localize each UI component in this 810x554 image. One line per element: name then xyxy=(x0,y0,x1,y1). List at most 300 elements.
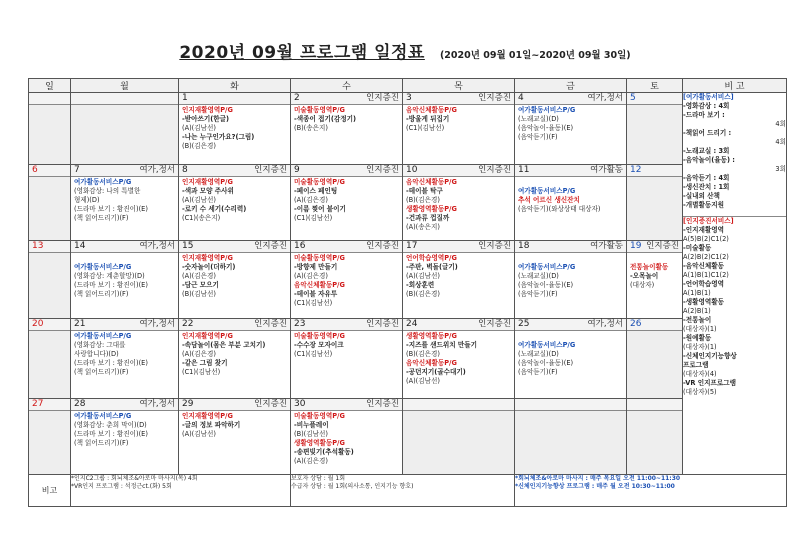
day-cell-tue xyxy=(179,399,291,475)
day-label: 여가,정서 xyxy=(139,319,175,329)
day-number: 20 xyxy=(32,319,44,329)
program-line: -글의 정보 파악하기 xyxy=(182,421,241,429)
day-cell-sat xyxy=(627,319,683,399)
program-line: (B)(김은경) xyxy=(406,350,440,358)
day-number: 3 xyxy=(406,93,412,103)
day-content xyxy=(291,105,402,134)
week-row xyxy=(29,165,787,241)
program-line: 추석 어르신 생신잔치 xyxy=(518,196,580,204)
program-line: 인지재활영역P/G xyxy=(182,412,233,420)
program-line: 생활영역활동P/G xyxy=(294,439,345,447)
day-cell-fri xyxy=(515,399,627,475)
day-cell-sun xyxy=(29,93,71,165)
day-label: 인지증진 xyxy=(646,241,679,251)
program-line: -색종이 접기(감정기) xyxy=(294,115,357,123)
day-label: 인지증진 xyxy=(478,319,511,329)
sidebar-item: A(2)B(1) xyxy=(683,307,711,315)
program-line: -비누플레이 xyxy=(294,421,329,429)
program-line: (A)(김남선) xyxy=(406,377,440,385)
footer-row xyxy=(29,475,787,507)
day-header xyxy=(403,399,514,411)
day-content xyxy=(403,253,514,300)
program-line: (음악듣기)(와상상태 대상자) xyxy=(518,205,601,213)
day-header xyxy=(627,399,682,411)
header-thu: 목 xyxy=(403,79,515,93)
day-number: 16 xyxy=(294,241,306,251)
header-sat: 토 xyxy=(627,79,683,93)
program-line: 음악신체활동P/G xyxy=(406,106,457,114)
week-row xyxy=(29,399,787,475)
sidebar-item: -미술활동 xyxy=(683,244,712,252)
program-line: 미술활동영역P/G xyxy=(294,106,345,114)
day-cell-thu xyxy=(403,93,515,165)
day-header xyxy=(627,319,682,331)
day-cell-tue xyxy=(179,93,291,165)
day-cell-fri xyxy=(515,93,627,165)
day-number: 23 xyxy=(294,319,306,329)
day-number: 17 xyxy=(406,241,418,251)
day-header xyxy=(179,165,290,177)
day-header xyxy=(29,165,70,177)
day-content xyxy=(179,331,290,378)
page-title: 2020년 09월 프로그램 일정표 xyxy=(179,43,425,63)
day-content xyxy=(403,105,514,134)
program-line: 여가활동서비스P/G xyxy=(74,178,132,186)
sidebar-item: -드라마 보기 : xyxy=(683,111,725,119)
day-header xyxy=(627,165,682,177)
program-line: (노래교실)(D) xyxy=(518,115,559,123)
sidebar-item: -원예활동 xyxy=(683,334,712,342)
program-line: -숫자놀이(더하기) xyxy=(182,263,236,271)
header-remarks: 비 고 xyxy=(683,79,787,93)
sidebar-item: -인지재활영역 xyxy=(683,226,724,234)
day-content xyxy=(71,331,178,378)
header-sun: 일 xyxy=(29,79,71,93)
day-content xyxy=(291,331,402,360)
sidebar-item: (대상자)(1) xyxy=(683,343,717,351)
program-line: -받아쓰기(한글) xyxy=(182,115,229,123)
program-line: -테이블 탁구 xyxy=(406,187,443,195)
day-number: 18 xyxy=(518,241,530,251)
day-content xyxy=(179,105,290,152)
day-header xyxy=(291,241,402,253)
day-number: 6 xyxy=(32,165,38,175)
sidebar-item: -책읽어 드리기 : xyxy=(683,129,732,137)
program-line: 미술활동영역P/G xyxy=(294,412,345,420)
program-line: (음악듣기)(F) xyxy=(518,368,558,376)
day-cell-thu xyxy=(403,399,515,475)
program-line: (A)(김은경) xyxy=(182,272,216,280)
header-wed: 수 xyxy=(291,79,403,93)
program-line: 음악신체활동P/G xyxy=(294,281,345,289)
program-line xyxy=(518,332,623,341)
day-label: 인지증진 xyxy=(366,241,399,251)
day-number: 22 xyxy=(182,319,194,329)
footer-note-2: 보호자 상담 : 월 1회 수급자 상담 : 월 1회(의사소통, 인지기능 향호) xyxy=(291,475,515,507)
header-mon: 월 xyxy=(71,79,179,93)
day-cell-sun xyxy=(29,241,71,319)
day-content xyxy=(71,253,178,300)
program-line: 인지재활영역P/G xyxy=(182,332,233,340)
day-content xyxy=(515,331,626,378)
day-header xyxy=(515,399,626,411)
program-line: (B)(송은지) xyxy=(294,124,328,132)
program-line: (음악놀이-율동)(E) xyxy=(518,359,574,367)
program-line: (책 읽어드리기)(F) xyxy=(74,214,129,222)
program-line: 생활영역활동P/G xyxy=(406,205,457,213)
program-line: (음악놀이-율동)(E) xyxy=(518,281,574,289)
day-cell-wed xyxy=(291,399,403,475)
day-header xyxy=(291,319,402,331)
sidebar-item: -음악놀이(율동) : xyxy=(683,156,735,164)
day-cell-wed xyxy=(291,241,403,319)
sidebar-item: -음악신체활동 xyxy=(683,262,724,270)
day-cell-mon xyxy=(71,241,179,319)
program-line: -페이스 페인팅 xyxy=(294,187,338,195)
sidebar-leisure xyxy=(683,93,786,210)
sidebar-item: (대상자)(1) xyxy=(683,325,717,333)
day-header xyxy=(179,93,290,105)
day-cell-tue xyxy=(179,241,291,319)
program-line: (C1)(김남선) xyxy=(294,299,333,307)
program-line xyxy=(518,178,623,187)
day-content xyxy=(179,177,290,224)
program-line: 미술활동영역P/G xyxy=(294,254,345,262)
day-content xyxy=(403,177,514,233)
day-number: 26 xyxy=(630,319,642,329)
program-line: (음악놀이-율동)(E) xyxy=(518,124,574,132)
program-line: (영화감상: 그대를 xyxy=(74,341,126,349)
day-number: 13 xyxy=(32,241,44,251)
day-header xyxy=(627,241,682,253)
sidebar-item: (대상자)(4) xyxy=(683,370,717,378)
day-cell-wed xyxy=(291,319,403,399)
sidebar-item: -개별활동지원 xyxy=(683,201,724,209)
program-line: 언어학습영역P/G xyxy=(406,254,457,262)
day-content xyxy=(179,411,290,440)
day-header xyxy=(403,93,514,105)
day-number: 8 xyxy=(182,165,188,175)
program-line: (C1)(김남선) xyxy=(294,350,333,358)
day-cell-mon xyxy=(71,93,179,165)
day-cell-wed xyxy=(291,165,403,241)
program-line: 생활영역활동P/G xyxy=(406,332,457,340)
program-line: -송편빚기(추석활동) xyxy=(294,448,354,456)
day-cell-tue xyxy=(179,319,291,399)
program-line: 미술활동영역P/G xyxy=(294,332,345,340)
program-line: (드라마 보기 : 황진이)(E) xyxy=(74,430,148,438)
sidebar-item: -전통놀이 xyxy=(683,316,712,324)
day-header xyxy=(179,319,290,331)
program-line xyxy=(518,254,623,263)
day-cell-thu xyxy=(403,241,515,319)
day-label: 인지증진 xyxy=(366,319,399,329)
sidebar-item: (대상자)(5) xyxy=(683,388,717,396)
day-header xyxy=(403,165,514,177)
week-row xyxy=(29,319,787,399)
program-line: (B)(김은경) xyxy=(406,290,440,298)
sidebar-item: A(1)B(1) xyxy=(683,289,711,297)
program-line: (C1)(김남선) xyxy=(294,214,333,222)
program-line: 사랑합니다)(D) xyxy=(74,350,119,358)
day-content xyxy=(515,253,626,300)
sidebar-item: 3회 xyxy=(775,165,786,173)
day-content xyxy=(291,177,402,224)
day-content xyxy=(515,177,626,215)
day-cell-sat xyxy=(627,399,683,475)
program-line: (음악듣기)(F) xyxy=(518,133,558,141)
day-label: 여가,정서 xyxy=(587,319,623,329)
program-line: 음악신체활동P/G xyxy=(406,178,457,186)
program-line: (노래교실)(D) xyxy=(518,272,559,280)
title-row xyxy=(0,38,810,63)
sidebar-item: -영화감상 : 4회 xyxy=(683,102,730,110)
day-number: 2 xyxy=(294,93,300,103)
program-line: (B)(김은경) xyxy=(182,142,216,150)
sidebar-item: -신체인지기능향상 xyxy=(683,352,737,360)
day-label: 인지증진 xyxy=(366,93,399,103)
sidebar-item: -언어학습영역 xyxy=(683,280,724,288)
program-line: 여가활동서비스P/G xyxy=(518,106,576,114)
day-label: 여가,정서 xyxy=(139,399,175,409)
program-line: (영화감상: 나의 특별한 xyxy=(74,187,141,195)
program-line: (노래교실)(D) xyxy=(518,350,559,358)
period-text: (2020년 09월 01일~2020년 09월 30일) xyxy=(439,50,631,61)
header-tue: 화 xyxy=(179,79,291,93)
day-header xyxy=(179,241,290,253)
program-line: (B)(김남선) xyxy=(294,430,328,438)
day-cell-mon xyxy=(71,319,179,399)
sidebar-item: -노래교실 : 3회 xyxy=(683,147,730,155)
program-line: 형제)(D) xyxy=(74,196,100,204)
program-line: -지즈를 샌드위치 만들기 xyxy=(406,341,478,349)
day-header xyxy=(71,319,178,331)
day-number: 27 xyxy=(32,399,44,409)
program-line: -색과 모양 주사위 xyxy=(182,187,234,195)
program-line: -수수장 모자이크 xyxy=(294,341,344,349)
day-cell-sun xyxy=(29,319,71,399)
program-line: -테이블 자유투 xyxy=(294,290,338,298)
day-header xyxy=(29,319,70,331)
program-line: (책 읽어드리기)(F) xyxy=(74,290,129,298)
day-header xyxy=(179,399,290,411)
day-label: 인지증진 xyxy=(366,165,399,175)
program-line: (A)(김은경) xyxy=(182,350,216,358)
program-line: (영화감상: 계춘할망)(D) xyxy=(74,272,145,280)
program-line: -담근 모으기 xyxy=(182,281,219,289)
program-line: (A)(김은경) xyxy=(294,457,328,465)
program-line: 인지재활영역P/G xyxy=(182,106,233,114)
day-content xyxy=(403,331,514,387)
program-line: (책 읽어드리기)(F) xyxy=(74,439,129,447)
program-line: -나는 누구인가요?(그림) xyxy=(182,133,255,141)
day-header xyxy=(291,399,402,411)
day-number: 28 xyxy=(74,399,86,409)
day-cell-sat xyxy=(627,241,683,319)
program-line: -방울게 뒤집기 xyxy=(406,115,450,123)
day-header xyxy=(627,93,682,105)
program-line: 미술활동영역P/G xyxy=(294,178,345,186)
footer-note-3: *회뇌체조&아로마 마사지 : 매주 목요일 오전 11:00~11:30 *신체인지기능향상 프로그램 : 매주 월 오전 10:30~11:00 xyxy=(515,475,787,507)
sidebar-item: -VR 인지프로그램 xyxy=(683,379,736,387)
program-line: 여가활동서비스P/G xyxy=(74,263,132,271)
day-header xyxy=(515,319,626,331)
program-line: (A)(김남선) xyxy=(406,272,440,280)
program-line: -공던지기(골수대기) xyxy=(406,368,466,376)
day-number: 9 xyxy=(294,165,300,175)
day-label: 인지증진 xyxy=(478,241,511,251)
program-line: (음악듣기)(F) xyxy=(518,290,558,298)
day-content xyxy=(291,411,402,467)
program-line: -오목놀이 xyxy=(630,272,659,280)
day-header xyxy=(403,319,514,331)
sidebar-item: -음악듣기 : 4회 xyxy=(683,174,730,182)
sidebar-item: A(5)B(2)C1(2) xyxy=(683,235,729,243)
day-number: 24 xyxy=(406,319,418,329)
header-fri: 금 xyxy=(515,79,627,93)
footer-note-1: *인지C2그룹 : 회뇌체조&아로마 마사지(목) 4회 *VR인지 프로그램 : 석정근ct.(화) 5회 xyxy=(71,475,291,507)
program-line: 여가활동서비스P/G xyxy=(518,263,576,271)
day-cell-sun xyxy=(29,399,71,475)
day-cell-fri xyxy=(515,319,627,399)
program-line: -속담놀이(몸은 부분 고치기) xyxy=(182,341,266,349)
day-header xyxy=(515,93,626,105)
day-label: 인지증진 xyxy=(366,399,399,409)
program-line: 인지재활영역P/G xyxy=(182,178,233,186)
day-cell-mon xyxy=(71,399,179,475)
program-line: 음악신체활동P/G xyxy=(406,359,457,367)
day-label: 인지증진 xyxy=(254,165,287,175)
program-line: (A)(김남선) xyxy=(182,430,216,438)
program-line: (드라마 보기 : 황진이)(E) xyxy=(74,359,148,367)
day-header xyxy=(515,165,626,177)
day-header xyxy=(515,241,626,253)
day-number: 10 xyxy=(406,165,418,175)
program-line: (A)(김은경) xyxy=(294,196,328,204)
program-line: (C1)(김남선) xyxy=(406,124,445,132)
day-number: 4 xyxy=(518,93,524,103)
program-line: -방향제 만들기 xyxy=(294,263,338,271)
program-line: -회상훈련 xyxy=(406,281,435,289)
week-row xyxy=(29,241,787,319)
program-line: (A)(김남선) xyxy=(182,124,216,132)
day-number: 30 xyxy=(294,399,306,409)
day-content xyxy=(627,253,682,291)
sidebar-remarks xyxy=(683,93,787,475)
day-cell-fri xyxy=(515,241,627,319)
program-line xyxy=(74,254,175,263)
day-label: 인지증진 xyxy=(254,319,287,329)
program-line: (대상자) xyxy=(630,281,655,289)
program-line: (드라마 보기 : 황진이)(E) xyxy=(74,205,148,213)
day-header xyxy=(291,93,402,105)
program-line: (B)(김은경) xyxy=(406,196,440,204)
sidebar-item: A(1)B(1)C1(2) xyxy=(683,271,729,279)
day-label: 인지증진 xyxy=(254,241,287,251)
day-label: 인지증진 xyxy=(478,165,511,175)
program-line: (A)(김남선) xyxy=(182,196,216,204)
day-header xyxy=(71,165,178,177)
day-cell-wed xyxy=(291,93,403,165)
program-line: 여가활동서비스P/G xyxy=(74,332,132,340)
calendar-table xyxy=(28,78,787,507)
sidebar-cognitive xyxy=(683,216,786,397)
program-line: -건과류 껍질까 xyxy=(406,214,450,222)
program-line xyxy=(630,254,679,263)
day-header xyxy=(403,241,514,253)
program-line: 인지재활영역P/G xyxy=(182,254,233,262)
week-row xyxy=(29,93,787,165)
day-number: 21 xyxy=(74,319,86,329)
program-line: -로키 수 세기(수리력) xyxy=(182,205,247,213)
program-line: -같은 그림 찾기 xyxy=(182,359,228,367)
day-header xyxy=(29,93,70,105)
sidebar-item: 프로그램 xyxy=(683,361,709,369)
day-number: 14 xyxy=(74,241,86,251)
day-number: 29 xyxy=(182,399,194,409)
program-line: (C1)(김남선) xyxy=(182,368,221,376)
day-content xyxy=(71,177,178,224)
program-line: -이름 찢어 붙이기 xyxy=(294,205,346,213)
day-label: 여가활동 xyxy=(590,165,623,175)
program-line: 여가활동서비스P/G xyxy=(518,187,576,195)
sidebar-item: 4회 xyxy=(775,120,786,128)
sidebar-item: -생신잔치 : 1회 xyxy=(683,183,730,191)
day-number: 19 xyxy=(630,241,642,251)
day-header xyxy=(29,241,70,253)
day-cell-thu xyxy=(403,319,515,399)
header-row xyxy=(29,79,787,93)
day-number: 25 xyxy=(518,319,530,329)
day-content xyxy=(71,411,178,449)
day-number: 12 xyxy=(630,165,642,175)
day-header xyxy=(71,93,178,105)
program-line: (A)(송은지) xyxy=(406,223,440,231)
day-header xyxy=(71,241,178,253)
day-label: 여가,정서 xyxy=(139,165,175,175)
program-line: 여가활동서비스P/G xyxy=(74,412,132,420)
program-line: -주판, 벽돌(글기) xyxy=(406,263,458,271)
day-label: 여가,정서 xyxy=(587,93,623,103)
program-line: (책 읽어드리기)(F) xyxy=(74,368,129,376)
day-number: 11 xyxy=(518,165,530,175)
program-line: (B)(김남선) xyxy=(182,290,216,298)
program-line: (C1)(송은지) xyxy=(182,214,221,222)
sidebar-item: -생활영역활동 xyxy=(683,298,724,306)
program-line: 여가활동서비스P/G xyxy=(518,341,576,349)
day-number: 15 xyxy=(182,241,194,251)
footer-label: 비고 xyxy=(29,475,71,507)
day-number: 7 xyxy=(74,165,80,175)
day-header xyxy=(71,399,178,411)
day-label: 여가,정서 xyxy=(139,241,175,251)
sidebar-item: -실내외 산책 xyxy=(683,192,720,200)
day-header xyxy=(29,399,70,411)
sidebar-item: A(2)B(2)C1(2) xyxy=(683,253,729,261)
program-line: (드라마 보기 : 황진이)(E) xyxy=(74,281,148,289)
day-number: 5 xyxy=(630,93,636,103)
day-content xyxy=(291,253,402,309)
day-cell-fri xyxy=(515,165,627,241)
day-number: 1 xyxy=(182,93,188,103)
sidebar-item: 4회 xyxy=(775,138,786,146)
program-line: (영화감상: 춘희 막이)(D) xyxy=(74,421,147,429)
day-cell-sun xyxy=(29,165,71,241)
day-label: 인지증진 xyxy=(254,399,287,409)
day-cell-sat xyxy=(627,93,683,165)
day-header xyxy=(291,165,402,177)
program-line: (A)(김은경) xyxy=(294,272,328,280)
